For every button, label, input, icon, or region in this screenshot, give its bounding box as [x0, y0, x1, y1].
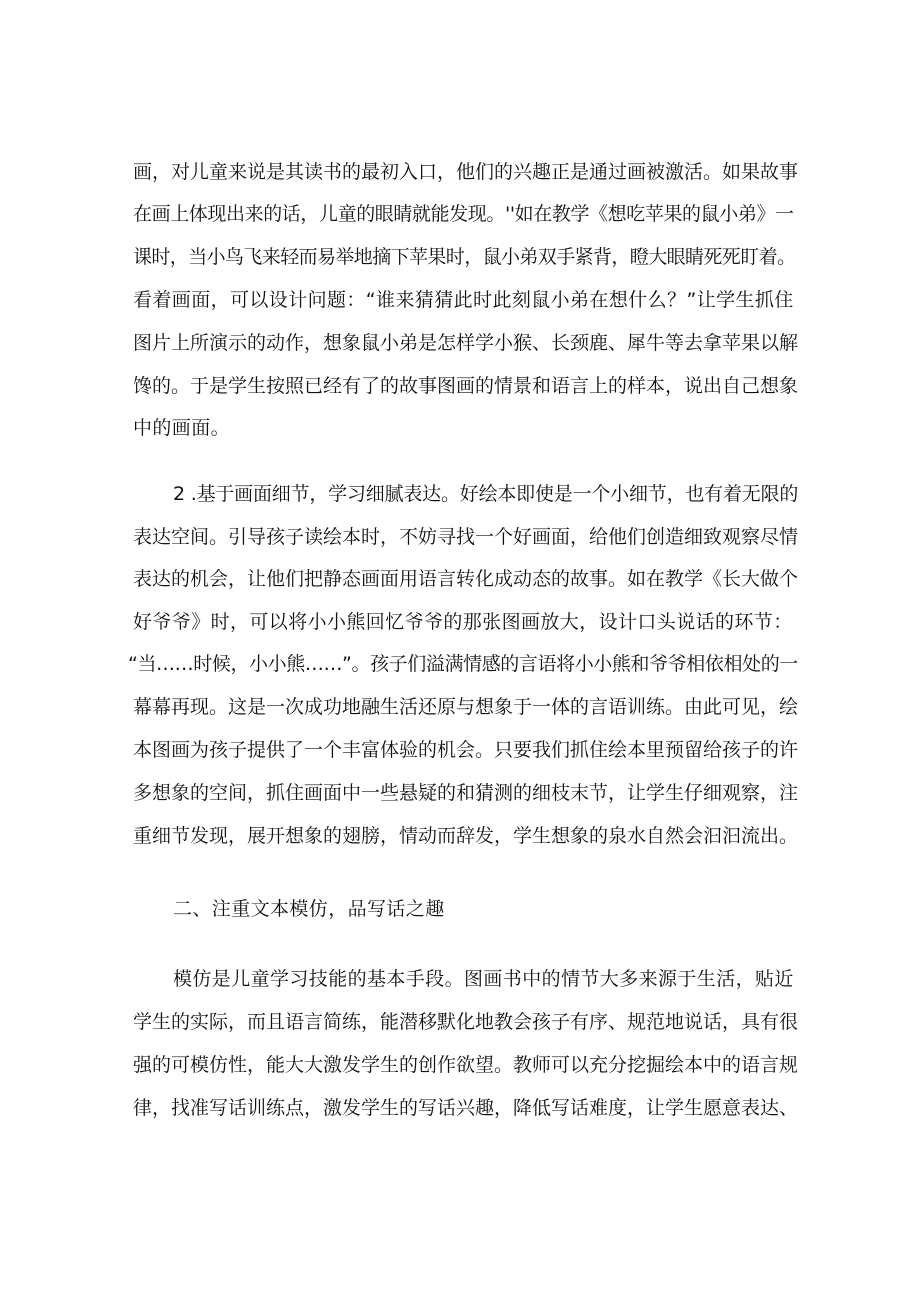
text-line: 强的可模仿性，能大大激发学生的创作欲望。教师可以充分挖掘绘本中的语言规 — [133, 1054, 799, 1076]
text-line: 重细节发现，展开想象的翅膀，情动而辞发，学生想象的泉水自然会汩汩流出。 — [133, 825, 799, 847]
text-line: 表达的机会，让他们把静态画面用语言转化成动态的故事。如在教学《长大做个 — [133, 568, 799, 590]
text-line: 画，对儿童来说是其读书的最初入口，他们的兴趣正是通过画被激活。如果故事 — [133, 161, 799, 183]
text-line: 学生的实际，而且语言简练，能潜移默化地教会孩子有序、规范地说话，具有很 — [133, 1011, 799, 1033]
text-line: 本图画为孩子提供了一个丰富体验的机会。只要我们抓住绘本里预留给孩子的许 — [133, 739, 799, 761]
text-line: 表达空间。引导孩子读绘本时，不妨寻找一个好画面，给他们创造细致观察尽情 — [133, 526, 799, 548]
text-line: 馋的。于是学生按照已经有了的故事图画的情景和语言上的样本，说出自己想象 — [133, 375, 799, 397]
text-line: 课时，当小鸟飞来轻而易举地摘下苹果时，鼠小弟双手紧背，瞪大眼睛死死盯着。 — [133, 246, 796, 268]
text-line: “当……时候，小小熊……”。孩子们溢满情感的言语将小小熊和爷爷相依相处的一 — [128, 653, 798, 675]
text-line: 看着画面，可以设计问题：“谁来猜猜此时此刻鼠小弟在想什么？”让学生抓住 — [133, 289, 794, 311]
text-line: 多想象的空间，抓住画面中一些悬疑的和猜测的细枝末节，让学生仔细观察，注 — [133, 782, 799, 804]
text-line: 在画上体现出来的话，儿童的眼睛就能发现。''如在教学《想吃苹果的鼠小弟》一 — [133, 203, 794, 225]
text-line: 律，找准写话训练点，激发学生的写话兴趣，降低写话难度，让学生愿意表达、 — [133, 1097, 799, 1119]
text-line: 模仿是儿童学习技能的基本手段。图画书中的情节大多来源于生活，贴近 — [173, 968, 794, 990]
text-line: 图片上所演示的动作，想象鼠小弟是怎样学小猴、长颈鹿、犀牛等去拿苹果以解 — [133, 332, 799, 354]
text-line: 幕幕再现。这是一次成功地融生活还原与想象于一体的言语训练。由此可见，绘 — [133, 696, 799, 718]
text-line: 好爷爷》时，可以将小小熊回忆爷爷的那张图画放大，设计口头说话的环节： — [133, 611, 793, 633]
section-heading: 二、注重文本模仿，品写话之趣 — [173, 898, 445, 920]
text-line: 2 .基于画面细节，学习细腻表达。好绘本即使是一个小细节，也有着无限的 — [173, 483, 799, 505]
text-line: 中的画面。 — [133, 417, 231, 439]
